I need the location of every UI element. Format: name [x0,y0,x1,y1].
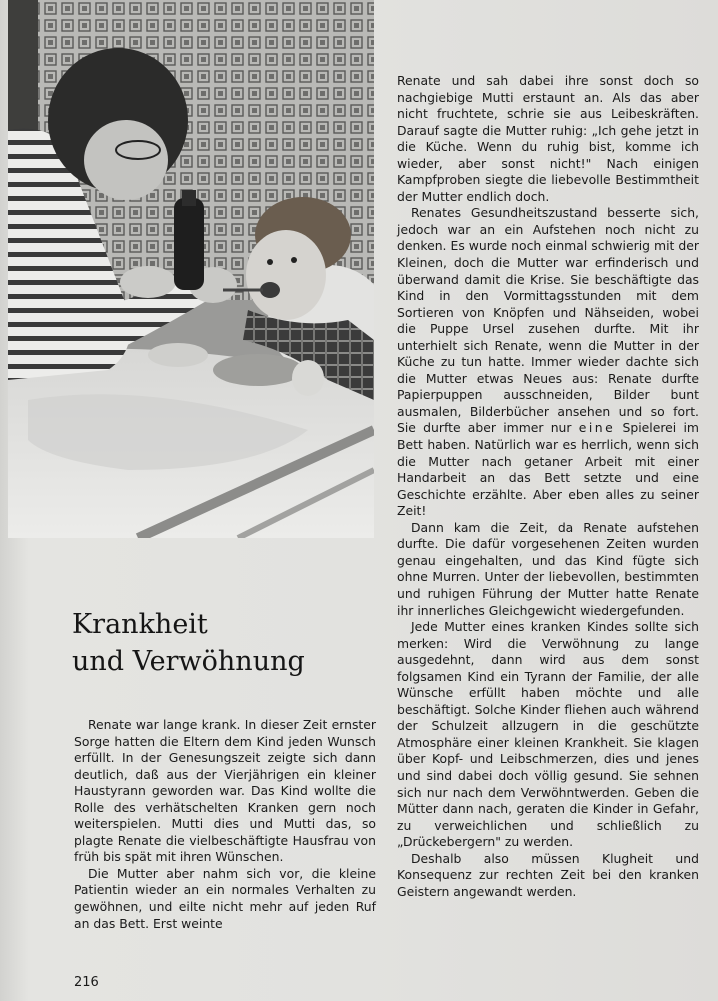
paragraph-3 [397,205,699,519]
left-column [74,717,376,932]
paragraph-1: Renate war lange krank. In dieser Zeit ernster Sorge hatten die Eltern dem Kind jeden Wunsch erfüllt. In der Genesungszeit zeigte sich dann deutlich, daß aus der Vierjährigen ein kleiner Haustyrann geworden war. Das Kind wollte die Rolle des verhätschelten Kranken gern noch weiterspielen. Mutti dies und Mutti das, so plagte Renate die vielbeschäftigte Hausfrau von früh bis spät mit ihren Wünschen. [74,717,376,865]
title-line-1: Krankheit [72,609,208,640]
emphasized-word: eine [578,420,616,436]
article-photo [8,0,374,538]
paragraph-3-part-a: Renates Gesundheitszustand besserte sich, jedoch war an ein Aufstehen noch nicht zu denken. Es wurde noch einmal schwierig mit der Kleinen, doch die Mutter war erfinderisch und überwand damit die Krise. Sie beschäftigte das Kind in den Vormittagsstunden mit dem Sortieren von Knöpfen und Nähseiden, wobei die Puppe Ursel zusehen durfte. Mit ihr unterhielt sich Renate, wenn die Mutter in der Küche zu tun hatte. Immer wieder dachte sich die Mutter etwas Neues aus: Renate durfte Papierpuppen ausschneiden, Bilder bunt ausmalen, Bilderbücher ansehen und so fort. Sie durfte aber immer nur [397,205,699,436]
title-line-2: und Verwöhnung [72,646,305,677]
paragraph-2-continuation: Renate und sah dabei ihre sonst doch so nachgiebige Mutti erstaunt an. Als das aber nicht fruchtete, schrie sie aus Leibeskräften. Darauf sagte die Mutter ruhig: „Ich gehe jetzt in die Küche. Wenn du ruhig bist, komme ich wieder, aber sonst nicht!" Nach einigen Kampfproben siegte die liebevolle Bestimmtheit der Mutter endlich doch. [397,73,699,204]
paragraph-2: Die Mutter aber nahm sich vor, die kleine Patientin wieder an ein normales Verhalten zu gewöhnen, und eilte nicht mehr auf jeden Ruf an das Bett. Erst weinte [74,865,376,931]
right-column [397,73,699,900]
photo-illustration [8,0,374,538]
article-title [72,606,372,680]
paragraph-4: Dann kam die Zeit, da Renate aufstehen durfte. Die dafür vorgesehenen Zeiten wurden genau eingehalten, und das Kind fügte sich ohne Murren. Unter der liebevollen, bestimmten und ruhigen Führung der Mutter hatte Renate ihr innerliches Gleichgewicht wiedergefunden. [397,519,699,618]
page-number: 216 [74,975,99,990]
paragraph-6: Deshalb also müssen Klugheit und Konsequenz zur rechten Zeit bei den kranken Geistern angewandt werden. [397,850,699,899]
paragraph-5: Jede Mutter eines kranken Kindes sollte sich merken: Wird die Verwöhnung zu lange ausgedehnt, dann wird aus dem sonst folgsamen Kind ein Tyrann der Familie, der alle Wünsche erfüllt haben möchte und alle beschäftigt. Solche Kinder fliehen auch während der Schulzeit allzugern in die geschützte Atmosphäre einer kleinen Krankheit. Sie klagen über Kopf- und Leibschmerzen, dies und jenes und sind dabei doch völlig gesund. Sie sehnen sich nur nach dem Verwöhntwerden. Geben die Mütter dann nach, geraten die Kinder in Gefahr, zu verweichlichen und schließlich zu „Drückebergern" zu werden. [397,619,699,850]
paragraph-3-part-b: Spielerei im Bett haben. Natürlich war es herrlich, wenn sich die Mutter nach getaner Arbeit mit einer Handarbeit an das Bett setzte und eine Geschichte erzählte. Aber eben alles zu seiner Zeit! [397,420,699,519]
